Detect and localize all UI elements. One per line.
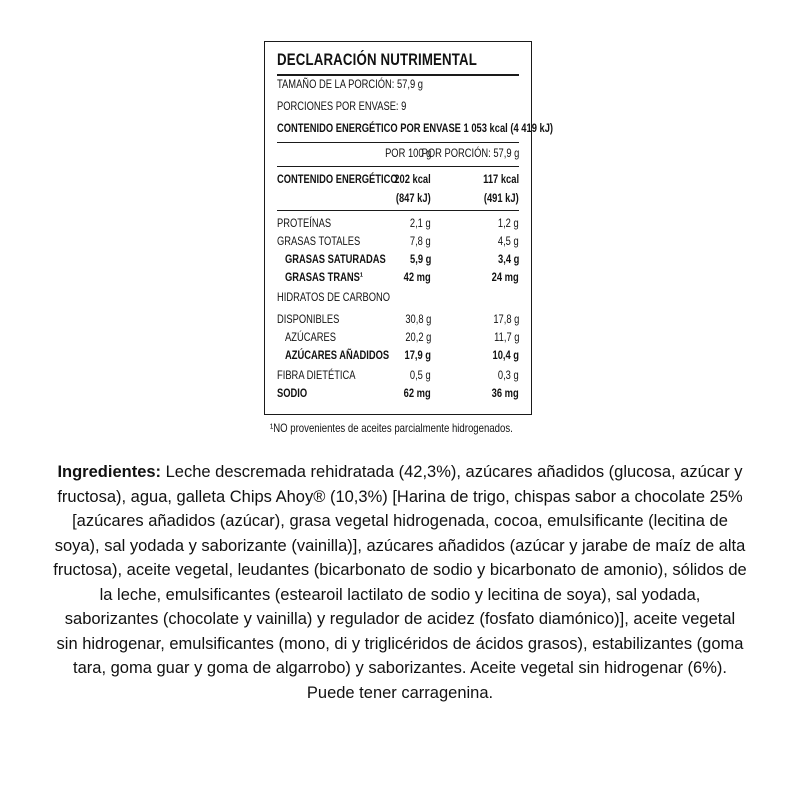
- energy-per-container: CONTENIDO ENERGÉTICO POR ENVASE 1 053 kcal (4 419 kJ): [277, 121, 554, 135]
- energy-100-kcal: 202 kcal: [394, 172, 431, 186]
- row-label-grasas-saturadas: GRASAS SATURADAS: [285, 252, 386, 266]
- row-vpor-fibra: 0,3 g: [498, 368, 519, 382]
- row-v100-disponibles: 30,8 g: [404, 312, 431, 326]
- row-label-sodio: SODIO: [277, 386, 308, 400]
- row-v100-grasas-trans: 42 mg: [403, 270, 431, 284]
- energy-por-kcal: 117 kcal: [483, 172, 519, 186]
- row-label-fibra: FIBRA DIETÉTICA: [277, 368, 356, 382]
- colheader-rule: [277, 166, 519, 167]
- row-v100-sodio: 62 mg: [403, 386, 431, 400]
- row-vpor-grasas-saturadas: 3,4 g: [497, 252, 519, 266]
- row-vpor-grasas-trans: 24 mg: [491, 270, 519, 284]
- row-v100-grasas-totales: 7,8 g: [410, 234, 431, 248]
- row-label-grasas-totales: GRASAS TOTALES: [277, 234, 361, 248]
- row-v100-fibra: 0,5 g: [410, 368, 431, 382]
- row-vpor-proteinas: 1,2 g: [498, 216, 519, 230]
- row-vpor-grasas-totales: 4,5 g: [498, 234, 519, 248]
- serving-size: TAMAÑO DE LA PORCIÓN: 57,9 g: [277, 77, 423, 91]
- nutrition-footnote: ¹NO provenientes de aceites parcialmente hidrogenados.: [270, 421, 513, 435]
- servings-per-container: PORCIONES POR ENVASE: 9: [277, 99, 407, 113]
- row-vpor-disponibles: 17,8 g: [492, 312, 519, 326]
- col-header-perportion: POR PORCIÓN: 57,9 g: [421, 146, 519, 160]
- header-rule: [277, 142, 519, 143]
- row-vpor-azucares-anadidos: 10,4 g: [492, 348, 519, 362]
- ingredients-text: Leche descremada rehidratada (42,3%), azúcares añadidos (glucosa, azúcar y fructosa), agua, galleta Chips Ahoy® (10,3%) [Harina de trigo, chispas sabor a chocolate 25% [azúcares añadidos (azúcar), grasa vegetal hidrogenada, cocoa, emulsificante (lecitina de soya), sal yodada y saborizante (vainilla)], azúcares añadidos (azúcar y jarabe de maíz de alta fructosa), aceite vegetal, leudantes (bicarbonato de sodio y bicarbonato de amonio), sólidos de la leche, emulsificantes (estearoil lactilato de sodio y lecitina de soya), sal yodada, saborizantes (chocolate y vainilla) y regulador de acidez (fosfato diamónico)], aceite vegetal sin hidrogenar, emulsificantes (mono, di y triglicéridos de ácidos grasos), estabilizantes (goma tara, goma guar y goma de algarrobo) y saborizantes. Aceite vegetal sin hidrogenar (6%). Puede tener carragenina.: [53, 463, 747, 702]
- energy-rule: [277, 210, 519, 211]
- row-v100-proteinas: 2,1 g: [410, 216, 431, 230]
- row-label-azucares-anadidos: AZÚCARES AÑADIDOS: [285, 348, 390, 362]
- row-vpor-sodio: 36 mg: [491, 386, 519, 400]
- nutrition-facts-table: [264, 41, 554, 415]
- row-v100-grasas-saturadas: 5,9 g: [409, 252, 431, 266]
- row-label-proteinas: PROTEÍNAS: [277, 216, 332, 230]
- energy-100-kj: (847 kJ): [396, 191, 431, 205]
- row-label-hidratos: HIDRATOS DE CARBONO: [277, 290, 391, 304]
- nutrition-title: DECLARACIÓN NUTRIMENTAL: [277, 50, 478, 69]
- col-header-per100: POR 100 g: [384, 146, 431, 160]
- ingredients-label: Ingredientes:: [57, 463, 162, 481]
- energy-label: CONTENIDO ENERGÉTICO: [277, 172, 398, 186]
- row-label-disponibles: DISPONIBLES: [277, 312, 340, 326]
- row-label-grasas-trans: GRASAS TRANS¹: [285, 270, 364, 284]
- row-v100-azucares: 20,2 g: [404, 330, 431, 344]
- row-vpor-azucares: 11,7 g: [493, 330, 519, 344]
- row-v100-azucares-anadidos: 17,9 g: [404, 348, 431, 362]
- ingredients-paragraph: [52, 460, 748, 705]
- energy-por-kj: (491 kJ): [484, 191, 519, 205]
- title-rule: [277, 74, 519, 76]
- row-label-azucares: AZÚCARES: [285, 330, 336, 344]
